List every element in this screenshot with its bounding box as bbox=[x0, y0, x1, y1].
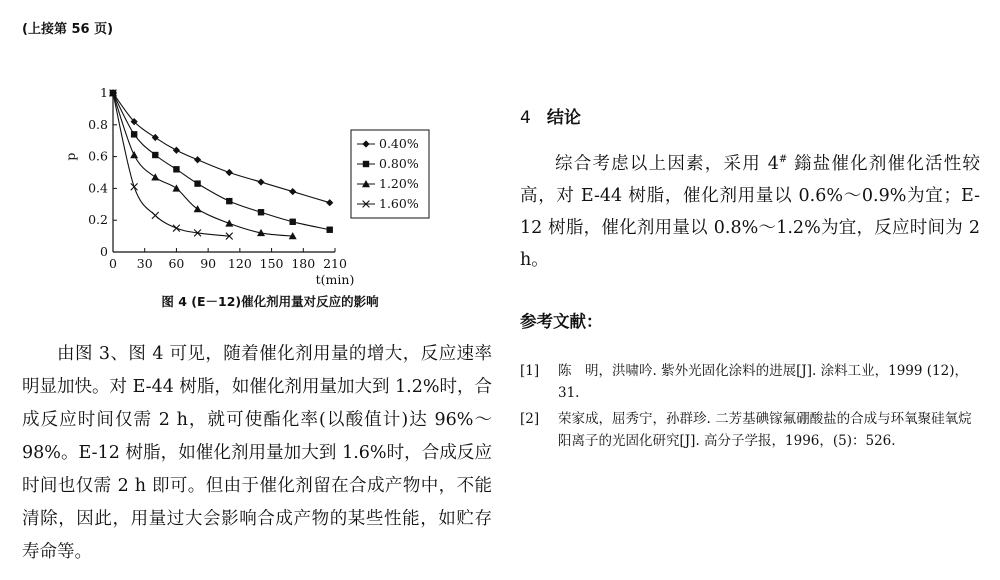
data-point bbox=[131, 183, 138, 190]
y-tick-label: 0.8 bbox=[88, 116, 108, 132]
y-tick-label: 0.4 bbox=[88, 180, 108, 196]
data-point bbox=[194, 180, 200, 186]
chart-legend bbox=[351, 130, 429, 218]
data-point bbox=[226, 169, 233, 176]
series-line bbox=[113, 93, 293, 236]
data-point bbox=[173, 225, 180, 232]
data-point bbox=[131, 131, 137, 137]
section-title: 结论 bbox=[546, 108, 581, 128]
section-number: 4 bbox=[520, 108, 531, 128]
legend-label: 1.20% bbox=[379, 176, 419, 191]
series-line bbox=[113, 93, 330, 203]
data-point bbox=[152, 152, 158, 158]
data-point bbox=[257, 178, 264, 185]
series-diamond bbox=[109, 89, 333, 206]
reference-item bbox=[520, 408, 980, 452]
chart-series bbox=[109, 89, 333, 240]
data-point bbox=[290, 219, 296, 225]
series-line bbox=[113, 93, 330, 230]
body-text-column bbox=[22, 338, 492, 569]
data-point bbox=[194, 156, 201, 163]
section-heading bbox=[520, 103, 581, 128]
data-point bbox=[225, 219, 233, 226]
y-tick-label: 0.2 bbox=[88, 212, 108, 228]
x-tick-label: 90 bbox=[200, 256, 217, 271]
y-tick-label: 0 bbox=[100, 244, 108, 259]
x-tick-label: 120 bbox=[227, 256, 252, 271]
references-heading: 参考文献： bbox=[520, 312, 603, 331]
legend-label: 0.40% bbox=[379, 136, 419, 151]
data-point bbox=[289, 188, 296, 195]
y-axis-title: p bbox=[63, 152, 78, 161]
data-point bbox=[173, 147, 180, 154]
conclusion-paragraph bbox=[520, 144, 980, 276]
legend-label: 0.80% bbox=[379, 156, 419, 171]
data-point bbox=[152, 212, 159, 219]
data-point bbox=[152, 134, 159, 141]
x-axis-title: t(min) bbox=[315, 272, 355, 287]
legend-marker bbox=[363, 161, 369, 167]
continued-note: (上接第 56 页) bbox=[22, 22, 114, 37]
data-point bbox=[130, 151, 138, 158]
x-tick-label: 30 bbox=[136, 256, 153, 271]
catalyst-dosage-chart bbox=[55, 78, 495, 290]
conclusion-text bbox=[520, 144, 980, 276]
y-tick-label: 0.6 bbox=[88, 148, 108, 164]
series-square bbox=[110, 90, 333, 233]
conclusion-superscript: # bbox=[778, 154, 788, 165]
data-point bbox=[327, 227, 333, 233]
body-paragraph: 由图 3、图 4 可见，随着催化剂用量的增大，反应速率明显加快。对 E-44 树脂，如催化剂用量加大到 1.2%时，合成反应时间仅需 2 h，就可使酯化率(以酸值计)达 96%～98%。E-12 树脂，如催化剂用量加大到 1.6%时，合成反应时间也仅需 2 h 即可。但由于催化剂留在合成产物中，不能清除，因此，用量过大会影响合成产物的某些性能，如贮存寿命等。 bbox=[22, 344, 492, 562]
data-point bbox=[326, 199, 333, 206]
data-point bbox=[258, 209, 264, 215]
data-point bbox=[194, 205, 202, 212]
data-point bbox=[173, 166, 179, 172]
data-point bbox=[172, 184, 180, 191]
x-tick-label: 180 bbox=[291, 256, 316, 271]
series-line bbox=[113, 93, 229, 236]
y-tick-label: 1 bbox=[100, 85, 108, 100]
conclusion-text-part2: 鎓盐催化剂催化活性较高，对 E-44 树脂，催化剂用量以 0.6%～0.9%为宜；E-12 树脂，催化剂用量以 0.8%～1.2%为宜，反应时间为 2 h。 bbox=[520, 153, 980, 270]
conclusion-text-part1: 综合考虑以上因素，采用 4 bbox=[555, 153, 779, 174]
data-point bbox=[226, 198, 232, 204]
chart-axes bbox=[63, 85, 354, 287]
reference-item bbox=[520, 360, 980, 404]
reference-index: [1] bbox=[520, 363, 540, 379]
x-tick-label: 150 bbox=[259, 256, 284, 271]
reference-list bbox=[520, 360, 980, 456]
reference-text: 陈 明，洪啸吟. 紫外光固化涂料的进展[J]. 涂料工业，1999 (12)，31. bbox=[558, 363, 968, 401]
figure-caption: 图 4 (E－12)催化剂用量对反应的影响 bbox=[161, 294, 379, 309]
x-tick-label: 60 bbox=[168, 256, 185, 271]
data-point bbox=[151, 173, 159, 180]
series-triangle bbox=[109, 89, 297, 239]
reference-text: 荣家成，屈秀宁，孙群珍. 二芳基碘镓氟硼酸盐的合成与环氧聚硅氧烷阳离子的光固化研究[J]. 高分子学报，1996，(5)：526. bbox=[558, 411, 972, 449]
reference-index: [2] bbox=[520, 411, 540, 427]
legend-label: 1.60% bbox=[379, 196, 419, 211]
x-tick-label: 210 bbox=[323, 256, 347, 271]
x-tick-label: 0 bbox=[109, 256, 117, 271]
